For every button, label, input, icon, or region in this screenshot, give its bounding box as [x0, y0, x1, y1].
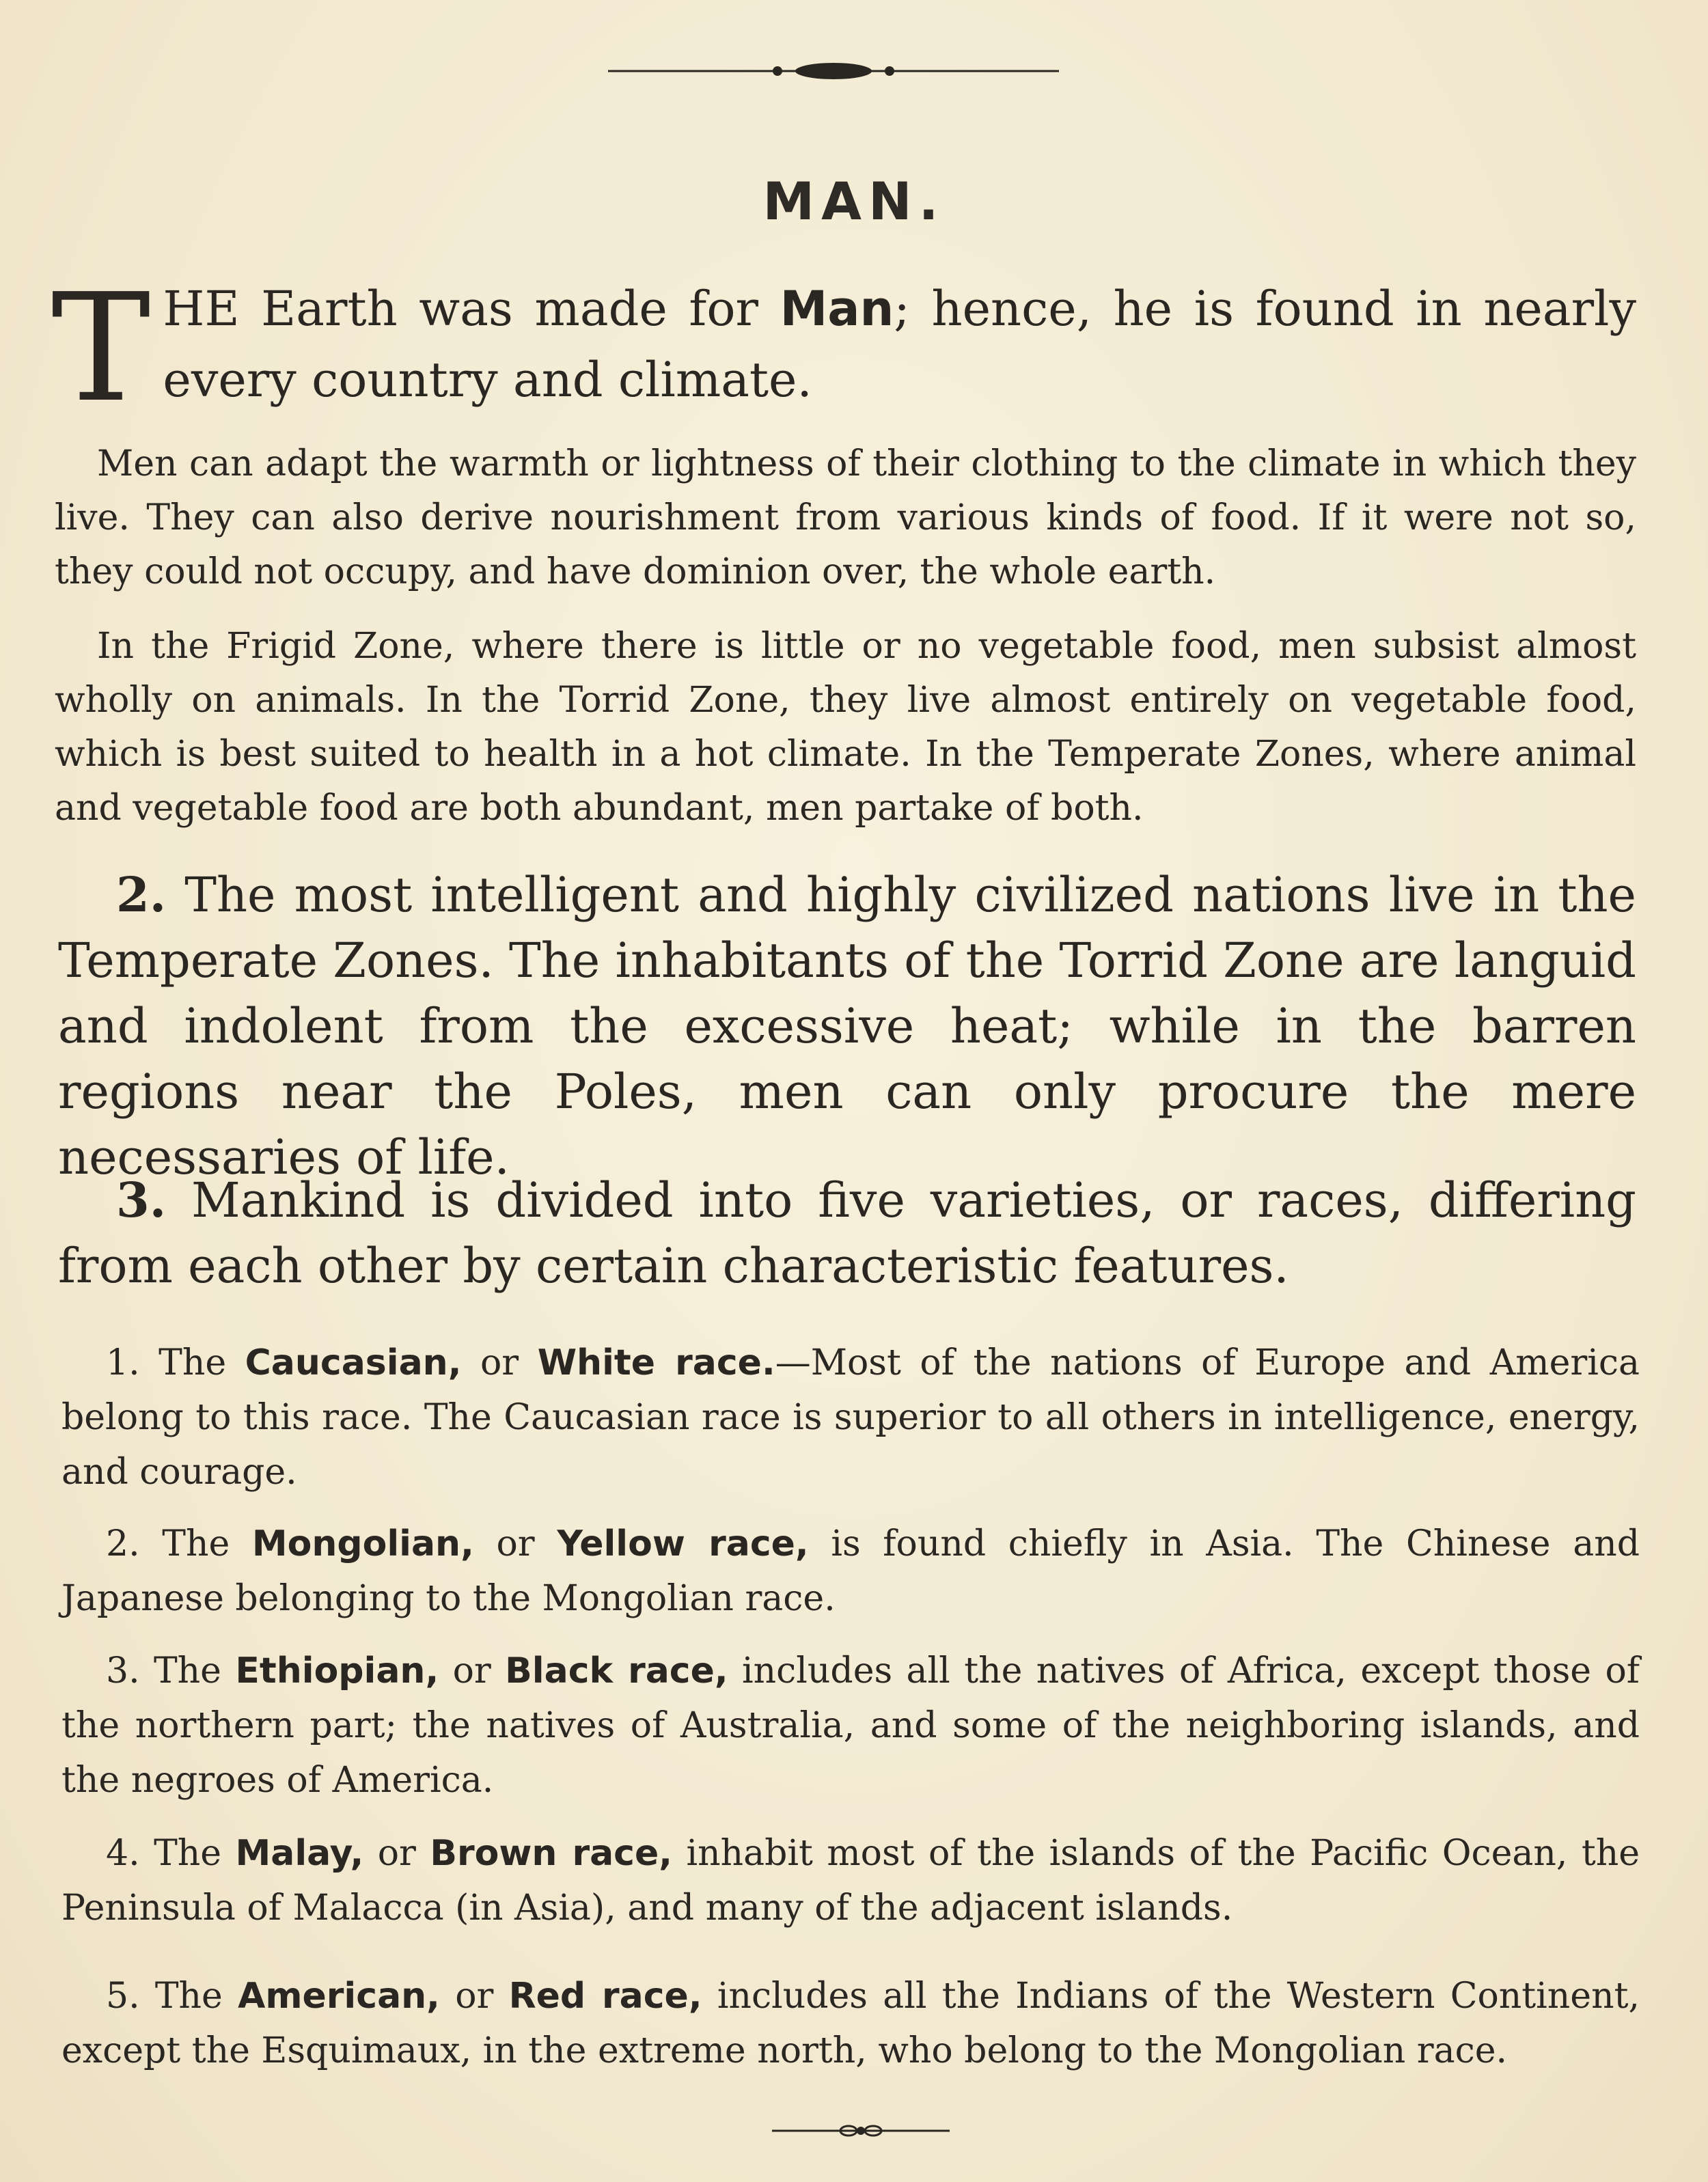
intro-paragraph	[51, 262, 1636, 435]
race-number: 3. The	[106, 1651, 236, 1691]
race-item-caucasian	[61, 1336, 1640, 1500]
race-description: includes all the natives of Africa, except those of the northern part; the natives of Australia, and some of the neighboring islands, and the negroes of America.	[61, 1651, 1640, 1801]
race-item-ethiopian	[61, 1644, 1640, 1808]
race-description: includes all the Indians of the Western Continent, except the Esquimaux, in the extreme north, who belong to the Mongolian race.	[61, 1976, 1640, 2071]
drop-cap: T	[51, 262, 151, 435]
race-color: White race.	[537, 1342, 775, 1383]
race-description: —Most of the nations of Europe and America belong to this race. The Caucasian race is superior to all others in intelligence, energy, and courage.	[61, 1342, 1640, 1493]
race-item-american	[61, 1969, 1640, 2078]
race-name: Mongolian,	[251, 1523, 474, 1564]
race-color: Brown race,	[430, 1833, 673, 1874]
section-3-paragraph	[58, 1168, 1636, 1299]
race-or: or	[461, 1342, 538, 1383]
race-or: or	[439, 1651, 506, 1691]
race-number: 1. The	[106, 1342, 245, 1383]
section-2-text: The most intelligent and highly civilized nations live in the Temperate Zones. The inhabitants of the Torrid Zone are languid and indolent from the excessive heat; while in the barren regions near the Poles, men can only procure the mere necessaries of life.	[58, 867, 1636, 1185]
race-name: American,	[238, 1976, 440, 2017]
race-name: Ethiopian,	[235, 1651, 439, 1691]
race-number: 2. The	[106, 1523, 252, 1564]
paragraph-zones-food: In the Frigid Zone, where there is little or no vegetable food, men subsist almost wholly on animals. In the Torrid Zone, they live almost entirely on vegetable food, which is best suited to health in a hot climate. In the Temperate Zones, where animal and vegetable food are both abundant, men partake of both.	[55, 626, 1636, 829]
race-name: Malay,	[235, 1833, 364, 1874]
race-item-mongolian	[61, 1517, 1640, 1626]
race-or: or	[473, 1523, 557, 1564]
race-color: Black race,	[505, 1651, 728, 1691]
race-color: Yellow race,	[557, 1523, 809, 1564]
section-2-number: 2.	[116, 866, 167, 923]
race-color: Red race,	[508, 1976, 702, 2017]
race-number: 5. The	[106, 1976, 238, 2017]
ornament-divider-bottom	[772, 2121, 950, 2141]
race-number: 4. The	[106, 1833, 236, 1874]
ornament-divider-top	[608, 57, 1059, 85]
section-2-paragraph	[58, 862, 1636, 1190]
race-or: or	[363, 1833, 430, 1874]
intro-text-after: ; hence, he is found in nearly every country and climate.	[163, 281, 1636, 408]
section-3-number: 3.	[116, 1172, 167, 1228]
intro-bold-man: Man	[780, 281, 894, 337]
race-description: is found chiefly in Asia. The Chinese and Japanese belonging to the Mongolian race.	[61, 1523, 1640, 1619]
race-description: inhabit most of the islands of the Pacific Ocean, the Peninsula of Malacca (in Asia), and many of the adjacent islands.	[61, 1833, 1640, 1929]
paragraph-clothing: Men can adapt the warmth or lightness of their clothing to the climate in which they live. They can also derive nourishment from various kinds of food. If it were not so, they could not occupy, and have dominion over, the whole earth.	[55, 443, 1636, 592]
page-title: MAN.	[762, 171, 946, 232]
intro-text-before: HE Earth was made for	[163, 281, 780, 337]
race-name: Caucasian,	[245, 1342, 462, 1383]
race-or: or	[439, 1976, 509, 2017]
race-item-malay	[61, 1826, 1640, 1935]
section-3-text: Mankind is divided into five varieties, or races, differing from each other by certain characteristic features.	[58, 1172, 1636, 1294]
